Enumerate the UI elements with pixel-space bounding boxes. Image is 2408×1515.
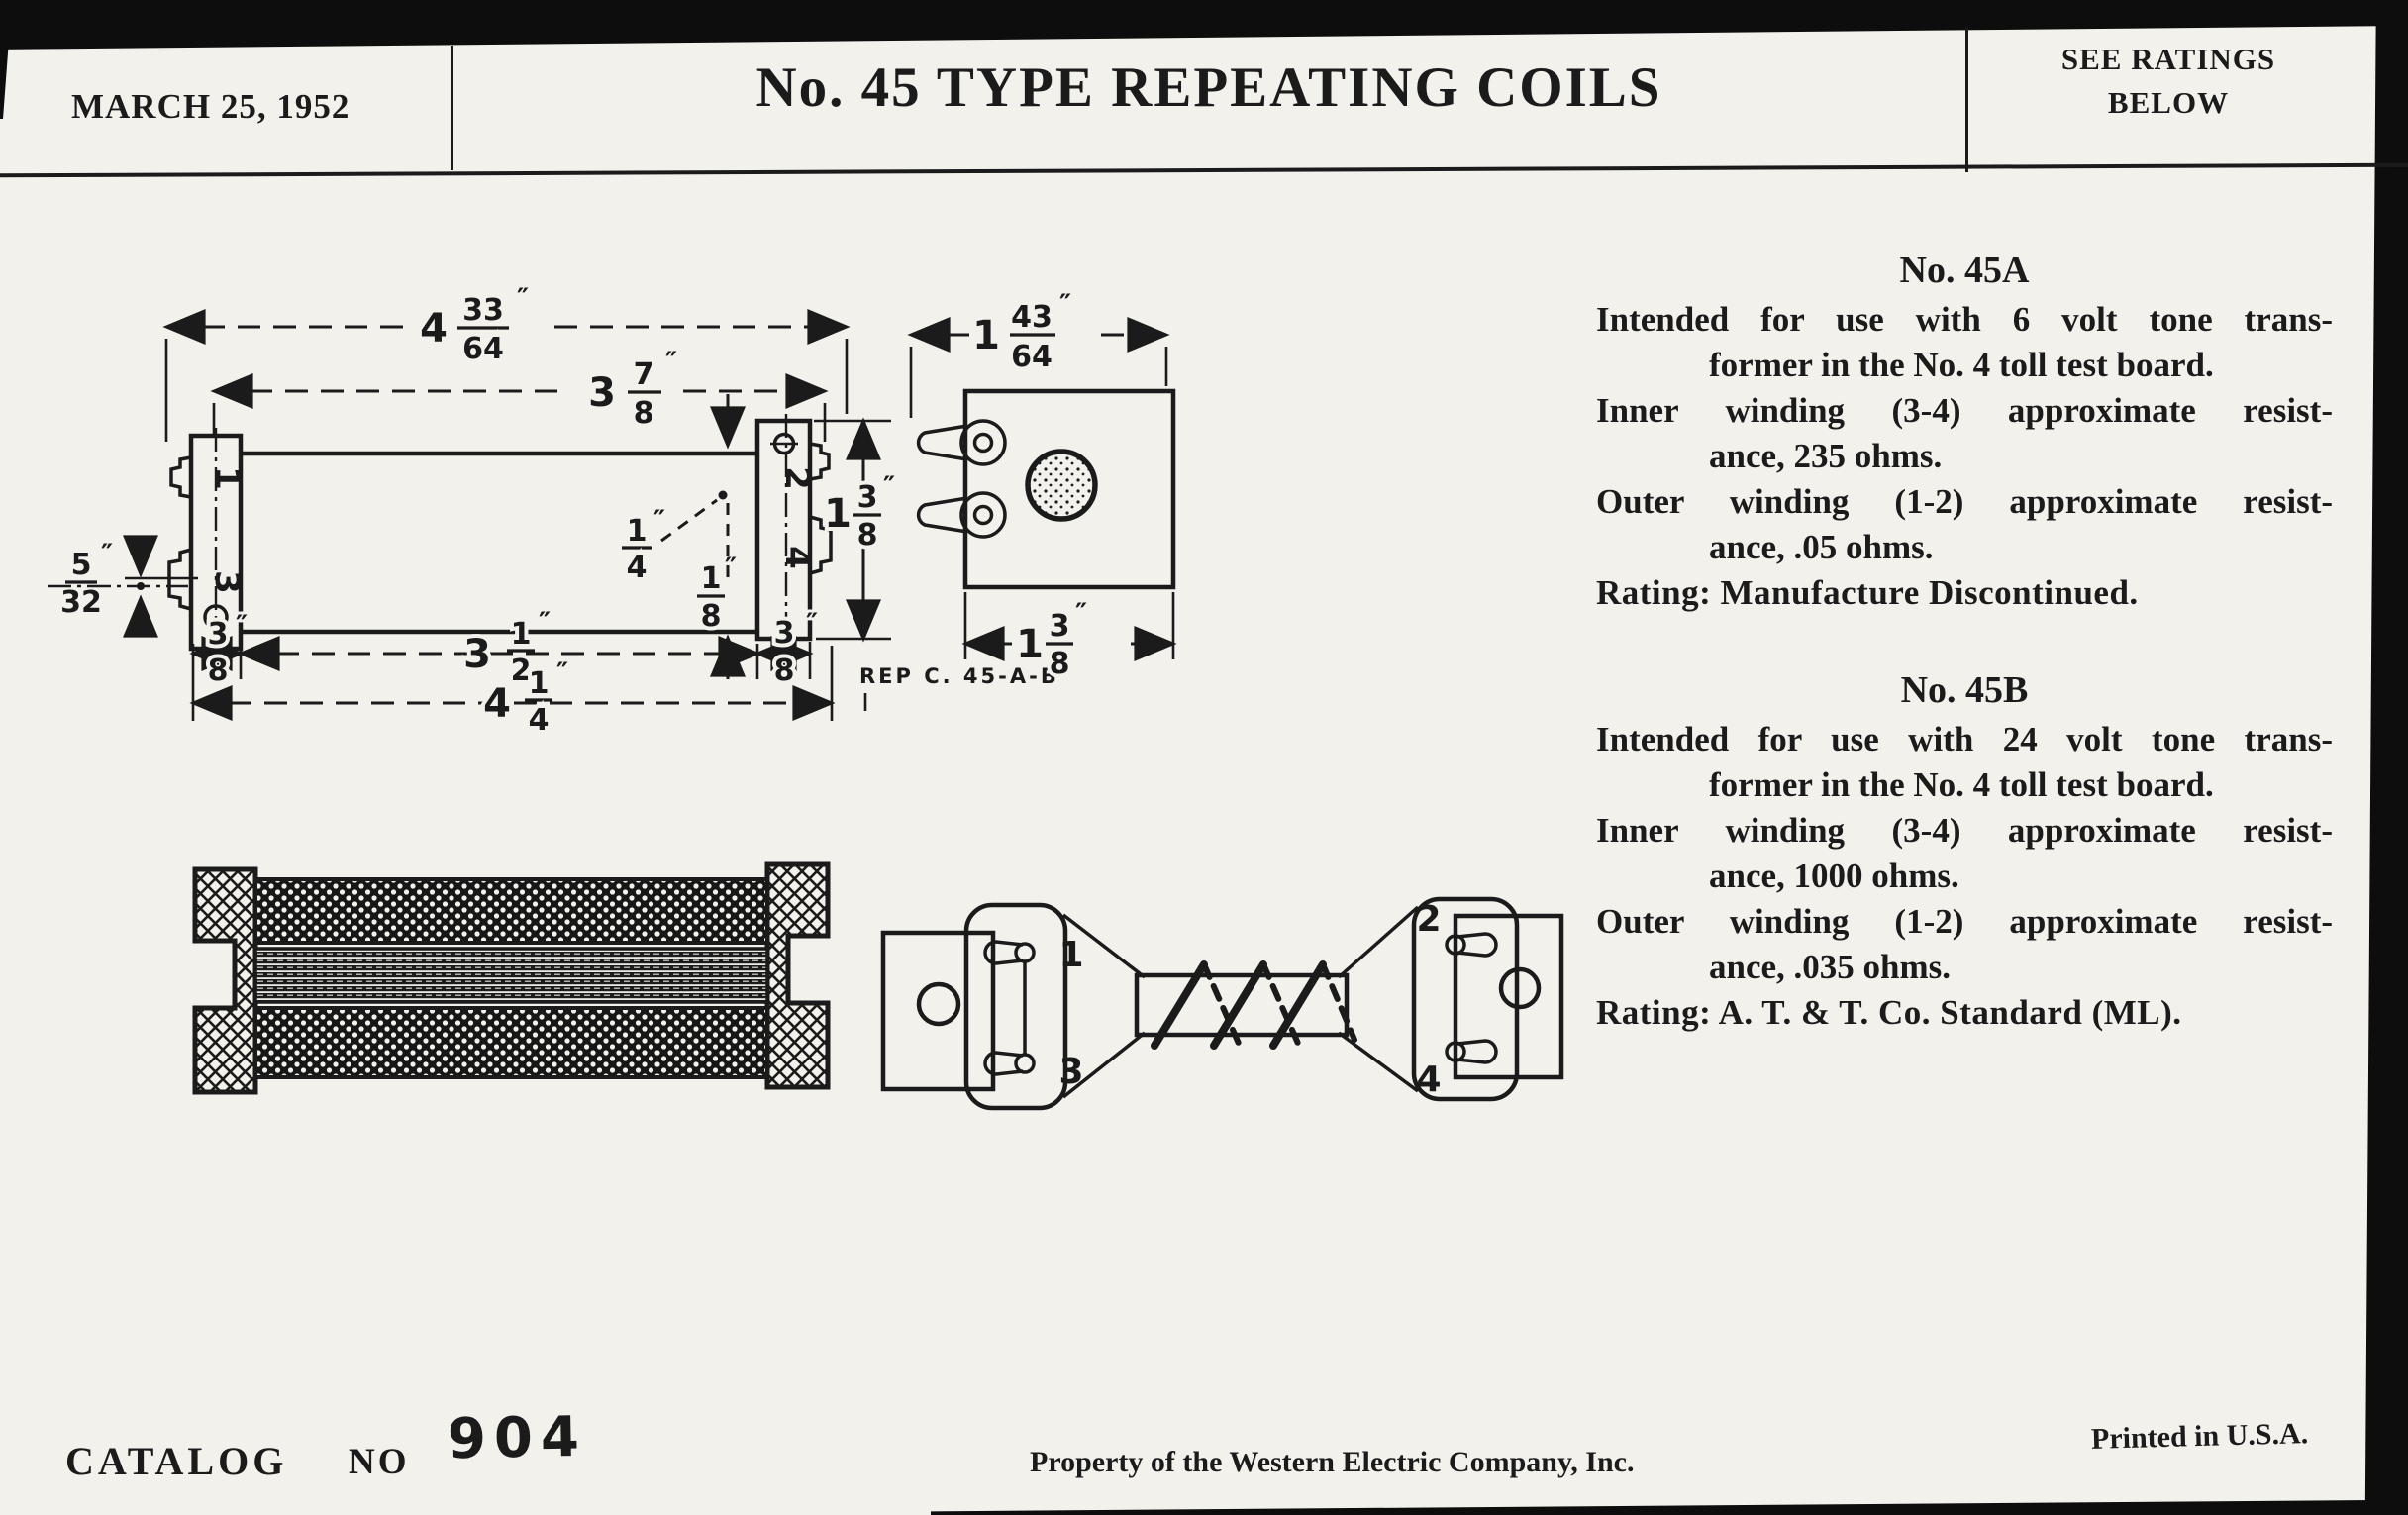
page-title: No. 45 TYPE REPEATING COILS	[755, 56, 1662, 119]
svg-text:7: 7	[633, 357, 654, 392]
svg-text:8: 8	[1049, 647, 1070, 681]
spec-line: Intended for use with 24 volt tone trans-	[1596, 720, 2333, 758]
spec-line: Inner winding (3-4) approximate resist-	[1596, 391, 2333, 430]
catalog-number: 904	[447, 1404, 588, 1472]
spec-block-45b	[1596, 667, 2333, 1036]
svg-text:1: 1	[824, 491, 852, 537]
spec-gap	[1596, 616, 2333, 667]
side-view	[169, 414, 831, 656]
svg-text:32: 32	[60, 585, 102, 620]
right-plate	[1455, 916, 1561, 1077]
svg-text:8: 8	[773, 654, 795, 688]
svg-text:8: 8	[633, 396, 654, 431]
svg-text:″: ″	[882, 471, 896, 502]
svg-text:8: 8	[856, 518, 878, 553]
spec-block-45a	[1596, 248, 2333, 616]
svg-text:1: 1	[510, 617, 532, 652]
spec-line: former in the No. 4 toll test board.	[1709, 346, 2214, 384]
catalog-label: CATALOG	[65, 1439, 288, 1483]
svg-text:3: 3	[207, 617, 229, 652]
printed-notice: Printed in U.S.A.	[2090, 1417, 2309, 1456]
left-eyelet-1	[1016, 944, 1034, 961]
spec-line: former in the No. 4 toll test board.	[1709, 765, 2214, 804]
terminal-label-3: 3	[207, 570, 247, 594]
technical-drawings	[30, 248, 1614, 1188]
svg-text:64: 64	[1011, 340, 1053, 374]
upper-winding	[255, 879, 767, 943]
terminal-label-4: 4	[777, 546, 817, 569]
end-view-lug-upper	[919, 421, 1005, 464]
schematic-terminal-3: 3	[1058, 1052, 1084, 1092]
spec-line: Inner winding (3-4) approximate resist-	[1596, 811, 2333, 850]
svg-text:″: ″	[100, 539, 114, 569]
right-neck-bottom	[1339, 1033, 1418, 1091]
header-divider-right	[1965, 28, 1968, 172]
svg-text:5: 5	[70, 548, 92, 582]
spec-heading-45a: No. 45A	[1899, 250, 2030, 291]
svg-text:3: 3	[588, 370, 616, 416]
svg-text:3: 3	[1049, 609, 1070, 644]
ratings-note	[1980, 38, 2357, 125]
schematic-terminal-1: 1	[1058, 935, 1084, 975]
left-eyelet-3	[1016, 1055, 1034, 1072]
spec-line: ance, 235 ohms.	[1709, 437, 1943, 475]
svg-text:43: 43	[1011, 300, 1053, 335]
svg-text:3: 3	[773, 616, 795, 651]
svg-text:1: 1	[1016, 622, 1044, 667]
spec-line: ance, .05 ohms.	[1709, 528, 1934, 566]
reference-label	[859, 664, 1059, 711]
ratings-note-line1: SEE RATINGS	[2060, 42, 2276, 76]
svg-text:″: ″	[516, 283, 530, 314]
svg-text:3: 3	[463, 632, 491, 677]
left-plate-hole	[919, 984, 958, 1024]
spec-rating-45a: Rating: Manufacture Discontinued.	[1596, 573, 2139, 612]
spec-column	[1596, 248, 2333, 1036]
svg-text:4: 4	[528, 703, 550, 738]
terminal-label-2: 2	[777, 466, 817, 490]
svg-text:4: 4	[483, 681, 511, 727]
spec-line: Intended for use with 6 volt tone trans-	[1596, 300, 2333, 339]
svg-text:1: 1	[700, 561, 722, 596]
left-plate	[883, 933, 993, 1089]
spec-line: Outer winding (1-2) approximate resist-	[1596, 902, 2333, 941]
spec-line: ance, 1000 ohms.	[1709, 857, 1959, 895]
scan-edge-right	[2362, 0, 2408, 1515]
spec-rating-45b: Rating: A. T. & T. Co. Standard (ML).	[1596, 993, 2182, 1032]
laminated-core	[255, 949, 767, 1002]
left-flange	[195, 869, 255, 1092]
catalog-no-label: NO	[349, 1442, 410, 1482]
svg-text:″: ″	[652, 505, 666, 536]
svg-text:8: 8	[700, 599, 722, 634]
svg-text:4: 4	[420, 306, 448, 352]
right-neck-top	[1339, 907, 1418, 977]
svg-text:″: ″	[555, 657, 569, 688]
core-hole	[1028, 452, 1095, 519]
coil-cross-section	[195, 864, 828, 1092]
rep-code-text: REP C. 45-A-B	[859, 664, 1059, 688]
scan-edge-bottom	[931, 1497, 2408, 1515]
terminal-label-1: 1	[207, 466, 247, 490]
schematic-terminal-4: 4	[1416, 1060, 1442, 1100]
svg-text:″: ″	[724, 553, 738, 583]
unwound-schematic	[883, 899, 1561, 1108]
svg-text:4: 4	[626, 551, 648, 585]
right-flange	[767, 864, 828, 1087]
header-divider-left	[451, 46, 453, 170]
end-view-lug-lower	[919, 493, 1005, 537]
svg-text:33: 33	[462, 293, 504, 328]
property-notice: Property of the Western Electric Company, Inc.	[1030, 1446, 1635, 1478]
spec-line: ance, .035 ohms.	[1709, 948, 1952, 986]
schematic-terminal-2: 2	[1416, 899, 1442, 940]
svg-text:″: ″	[538, 607, 552, 638]
svg-text:2: 2	[510, 654, 532, 688]
issue-date: MARCH 25, 1952	[71, 87, 351, 126]
scan-edge-left	[0, 0, 12, 119]
spec-line: Outer winding (1-2) approximate resist-	[1596, 482, 2333, 521]
left-yoke	[966, 905, 1065, 1108]
svg-text:″: ″	[664, 347, 678, 377]
header-rule	[0, 163, 2408, 178]
dim-end-overall-width	[911, 289, 1166, 418]
svg-text:″: ″	[1058, 289, 1072, 320]
svg-text:64: 64	[462, 332, 504, 366]
svg-text:8: 8	[207, 654, 229, 688]
svg-text:″: ″	[805, 608, 819, 639]
dim-inner-length	[214, 347, 825, 442]
lower-winding	[255, 1008, 767, 1077]
terminal-lug-1-profile	[171, 457, 191, 497]
svg-text:1: 1	[626, 514, 648, 549]
svg-text:1: 1	[972, 313, 1000, 358]
dim-terminal-offset	[48, 539, 198, 632]
end-view	[919, 391, 1173, 587]
right-plate-hole	[1501, 969, 1539, 1007]
dim-foot-right	[757, 608, 818, 688]
dim-overall-length	[166, 283, 847, 442]
svg-text:″: ″	[1074, 598, 1088, 629]
ratings-note-line2: BELOW	[2107, 85, 2230, 120]
svg-text:3: 3	[856, 480, 878, 515]
svg-text:″: ″	[235, 610, 249, 641]
dim-body-length	[241, 607, 757, 688]
svg-text:1: 1	[528, 666, 550, 701]
spec-heading-45b: No. 45B	[1900, 669, 2029, 711]
